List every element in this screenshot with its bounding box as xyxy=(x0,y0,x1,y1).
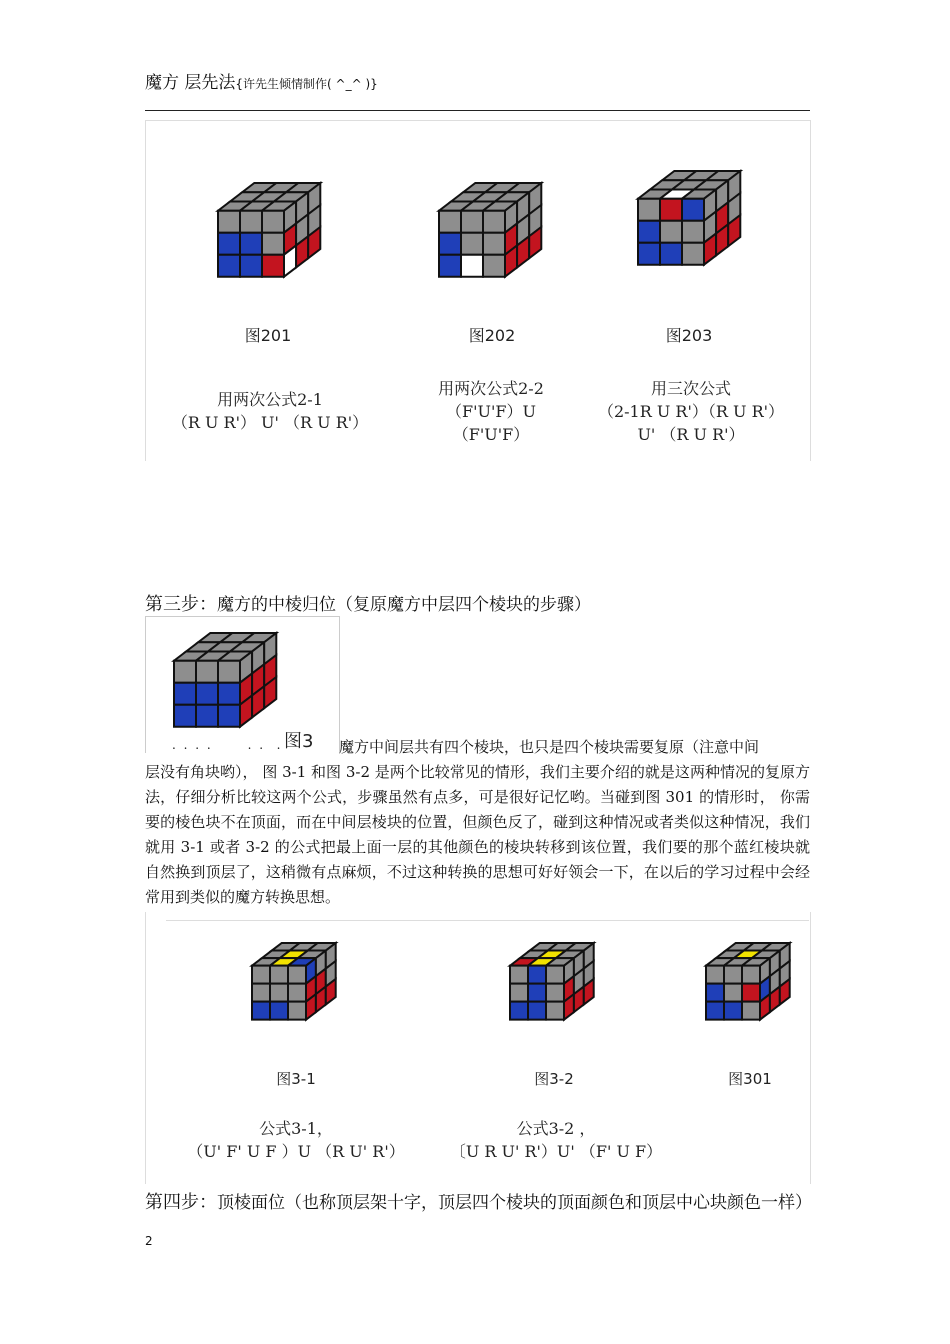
cube-sticker xyxy=(461,233,483,255)
cube-sticker xyxy=(660,243,682,265)
formula-202: 用两次公式2-2 （F'U'F）U （F'U'F） xyxy=(438,379,544,444)
formula-3-1: 公式3-1， （U' F' U F ）U （R U' R'） xyxy=(187,1119,405,1161)
cube-sticker xyxy=(252,1002,270,1020)
cube-sticker xyxy=(252,966,270,984)
cube-sticker xyxy=(240,233,262,255)
figure-label-3-1: 图3-1 xyxy=(276,1070,316,1088)
cube-sticker xyxy=(682,221,704,243)
cube-sticker xyxy=(288,1002,306,1020)
figure-label-203: 图203 xyxy=(665,326,713,345)
cube-sticker xyxy=(288,984,306,1002)
cube-image-301 xyxy=(702,939,798,1031)
cube-image-3-2 xyxy=(506,939,602,1031)
cube-sticker xyxy=(196,705,218,727)
step3-heading xyxy=(145,590,591,616)
cube-sticker xyxy=(439,211,461,233)
cube-sticker xyxy=(742,1002,760,1020)
cube-sticker xyxy=(682,243,704,265)
formula-203: 用三次公式 （2-1R U R'）（R U R'） U' （R U R'） xyxy=(597,379,785,444)
cube-sticker xyxy=(288,966,306,984)
cube-sticker xyxy=(660,221,682,243)
page-number: 2 xyxy=(145,1234,153,1248)
cube-sticker xyxy=(706,966,724,984)
cube-201 xyxy=(218,183,320,277)
cube-sticker xyxy=(546,984,564,1002)
cube-sticker xyxy=(218,211,240,233)
cube-sticker xyxy=(483,255,505,277)
cube-image-202 xyxy=(435,179,547,285)
cube-sticker xyxy=(270,984,288,1002)
step4-label: 第四步： xyxy=(145,1192,217,1213)
step3-paragraph-first: 魔方中间层共有四个棱块，也只是四个棱块需要复原（注意中间 xyxy=(339,738,760,756)
step3-label: 第三步： xyxy=(145,594,217,615)
step3-paragraph: 层没有角块哟）， 图 3-1 和图 3-2 是两个比较常见的情形，我们主要介绍的就是这两种情况的复原方法，仔细分析比较这两个公式，步骤虽然有点多，可是很好记忆哟。当碰到图 301 的情形时， 你需要的棱色块不在顶面，而在中间层棱块的位置，但颜色反了，碰到这种情况或者类似这种情况，我们就用 3-1 或者 3-2 的公式把最上面一层的其他颜色的棱块转移到该位置，我们要的那个蓝红棱块就自然换到顶层了，这稍微有点麻烦，不过这种转换的思想可好好领会一下，在以后的学习过程中会经常用到类似的魔方转换思想。 xyxy=(145,763,810,906)
cube-sticker xyxy=(270,1002,288,1020)
cube-sticker xyxy=(174,705,196,727)
cube-sticker xyxy=(461,211,483,233)
cube-image-203 xyxy=(634,167,746,273)
cube-sticker xyxy=(510,984,528,1002)
cube-sticker xyxy=(483,233,505,255)
cube-sticker xyxy=(528,966,546,984)
header-title: 魔方 层先法 xyxy=(145,73,236,93)
cube-sticker xyxy=(262,211,284,233)
cube-sticker xyxy=(706,1002,724,1020)
cube-sticker xyxy=(252,984,270,1002)
figure3-box xyxy=(145,616,340,753)
step4-title: 顶棱面位（也称顶层架十字，顶层四个棱块的顶面颜色和顶层中心块颜色一样） xyxy=(217,1193,812,1213)
cube-sticker xyxy=(240,255,262,277)
cube-sticker xyxy=(483,211,505,233)
cube-sticker xyxy=(439,233,461,255)
figure3-dots: . . . . . . . xyxy=(172,738,283,752)
cube-sticker xyxy=(218,233,240,255)
cube-sticker xyxy=(546,1002,564,1020)
cube-sticker xyxy=(724,984,742,1002)
cube-sticker xyxy=(510,966,528,984)
cube-image-3 xyxy=(170,629,282,735)
formula-201: 用两次公式2-1 （R U R'） U' （R U R'） xyxy=(171,390,369,432)
cube-sticker xyxy=(196,683,218,705)
cube-sticker xyxy=(461,255,483,277)
cube-sticker xyxy=(262,233,284,255)
cube-sticker xyxy=(724,1002,742,1020)
cube-sticker xyxy=(742,966,760,984)
cube-sticker xyxy=(682,199,704,221)
cube-sticker xyxy=(174,661,196,683)
cube-sticker xyxy=(240,211,262,233)
figure-label-301: 图301 xyxy=(728,1070,772,1088)
cube-sticker xyxy=(218,661,240,683)
cube-sticker xyxy=(218,683,240,705)
figure-label-202: 图202 xyxy=(468,326,516,345)
cube-sticker xyxy=(196,661,218,683)
step4-heading xyxy=(145,1188,812,1214)
cube-sticker xyxy=(262,255,284,277)
cube-sticker xyxy=(660,199,682,221)
cube-sticker xyxy=(724,966,742,984)
cube-sticker xyxy=(638,199,660,221)
figure-label-201: 图201 xyxy=(244,326,292,345)
cube-sticker xyxy=(218,705,240,727)
cube-sticker xyxy=(706,984,724,1002)
cube-sticker xyxy=(638,221,660,243)
page-header xyxy=(145,68,378,93)
figure-label-3-2: 图3-2 xyxy=(534,1070,574,1088)
cube-image-201 xyxy=(214,179,326,285)
cube-sticker xyxy=(174,683,196,705)
cube-sticker xyxy=(528,1002,546,1020)
cube-sticker xyxy=(528,984,546,1002)
figure-label-3: 图3 xyxy=(284,731,314,752)
cube-sticker xyxy=(218,255,240,277)
cube-image-3-1 xyxy=(248,939,344,1031)
header-subtitle: {许先生倾情制作( ^_^ )} xyxy=(235,77,378,91)
header-rule xyxy=(145,110,810,111)
cube-sticker xyxy=(742,984,760,1002)
figure-panel-step2 xyxy=(145,120,811,461)
formula-3-2: 公式3-2 ， 〔U R U' R'）U' （F' U F） xyxy=(449,1119,663,1161)
cube-sticker xyxy=(546,966,564,984)
cube-sticker xyxy=(270,966,288,984)
cube-sticker xyxy=(510,1002,528,1020)
figure-panel-step3 xyxy=(145,912,811,1184)
cube-sticker xyxy=(439,255,461,277)
step3-title: 魔方的中棱归位（复原魔方中层四个棱块的步骤） xyxy=(217,595,591,615)
cube-sticker xyxy=(638,243,660,265)
